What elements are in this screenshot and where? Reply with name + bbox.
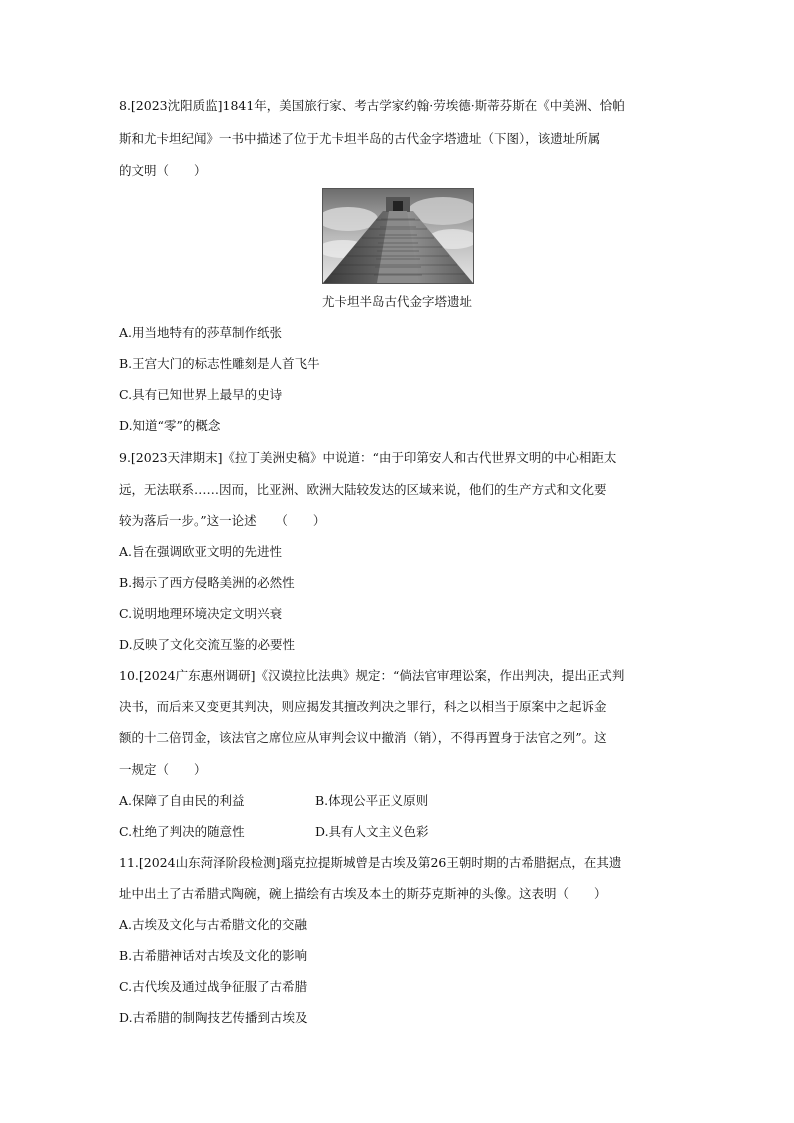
q9-stem-line-3: 较为落后一步。”这一论述 （ ） (119, 513, 326, 528)
q11-option-a: A.古埃及文化与古希腊文化的交融 (119, 917, 308, 932)
q9-stem-line-1: 9.[2023天津期末]《拉丁美洲史稿》中说道：“由于印第安人和古代世界文明的中心相距太 (119, 450, 617, 465)
q8-stem-line-2: 斯和尤卡坦纪闻》一书中描述了位于尤卡坦半岛的古代金字塔遗址（下图），该遗址所属 (119, 131, 601, 146)
q9-option-c: C.说明地理环境决定文明兴衰 (119, 606, 283, 621)
q11-option-c: C.古代埃及通过战争征服了古希腊 (119, 979, 308, 994)
q9-option-b: B.揭示了西方侵略美洲的必然性 (119, 575, 295, 590)
q9-option-d: D.反映了文化交流互鉴的必要性 (119, 637, 296, 652)
q11-option-b: B.古希腊神话对古埃及文化的影响 (119, 948, 308, 963)
q10-stem-line-2: 决书，而后来又变更其判决，则应揭发其擅改判决之罪行，科之以相当于原案中之起诉金 (119, 699, 607, 714)
pyramid-photo (322, 188, 474, 284)
q8-option-c: C.具有已知世界上最早的史诗 (119, 387, 283, 402)
q8-option-a: A.用当地特有的莎草制作纸张 (119, 325, 283, 340)
q11-stem-line-2: 址中出土了古希腊式陶碗，碗上描绘有古埃及本土的斯芬克斯神的头像。这表明（ ） (119, 886, 607, 901)
q8-stem-line-3: 的文明（ ） (119, 163, 207, 178)
figure-caption: 尤卡坦半岛古代金字塔遗址 (321, 294, 472, 309)
q9-option-a: A.旨在强调欧亚文明的先进性 (119, 544, 283, 559)
q11-option-d: D.古希腊的制陶技艺传播到古埃及 (119, 1010, 308, 1025)
q10-stem-line-4: 一规定（ ） (119, 762, 207, 777)
q9-stem-line-2: 远，无法联系……因而，比亚洲、欧洲大陆较发达的区域来说，他们的生产方式和文化要 (119, 482, 607, 497)
q10-stem-line-3: 额的十二倍罚金，该法官之席位应从审判会议中撤消（销），不得再置身于法官之列”。这 (119, 730, 607, 745)
q10-option-a: A.保障了自由民的利益 (119, 793, 245, 808)
q10-stem-line-1: 10.[2024广东惠州调研]《汉谟拉比法典》规定：“倘法官审理讼案，作出判决，提出正式判 (119, 668, 625, 683)
q8-option-d: D.知道“零”的概念 (119, 418, 221, 433)
q10-option-b: B.体现公平正义原则 (315, 793, 429, 808)
q10-option-c: C.杜绝了判决的随意性 (119, 824, 245, 839)
q8-option-b: B.王宫大门的标志性雕刻是人首飞牛 (119, 356, 320, 371)
q11-stem-line-1: 11.[2024山东菏泽阶段检测]瑙克拉提斯城曾是古埃及第26王朝时期的古希腊据点，在其遗 (119, 855, 622, 870)
q8-stem-line-1: 8.[2023沈阳质监]1841年，美国旅行家、考古学家约翰·劳埃德·斯蒂芬斯在《中美洲、恰帕 (119, 98, 625, 113)
q10-option-d: D.具有人文主义色彩 (315, 824, 429, 839)
